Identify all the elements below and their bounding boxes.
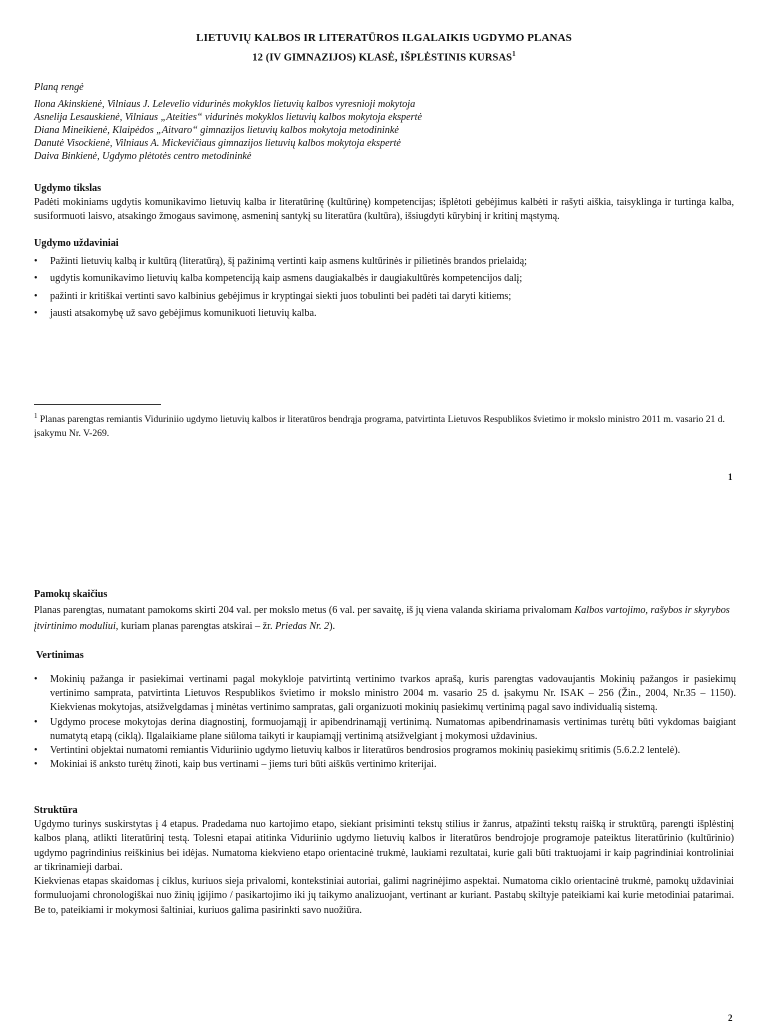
title-line-1: LIETUVIŲ KALBOS IR LITERATŪROS ILGALAIKIS UGDYMO PLANAS	[196, 32, 572, 44]
prepared-by-label: Planą rengė	[34, 82, 84, 93]
document-title	[0, 32, 768, 44]
tasks-heading: Ugdymo uždaviniai	[34, 238, 119, 249]
list-item: • Mokiniai iš anksto turėtų žinoti, kaip bus vertinami – jiems turi būti aiškūs vertinimo kriterijai.	[30, 758, 736, 772]
author-line: Daiva Binkienė, Ugdymo plėtotės centro metodininkė	[34, 151, 252, 163]
assessment-heading: Vertinimas	[36, 650, 84, 661]
page-number: 2	[728, 1013, 733, 1023]
page-1	[0, 0, 768, 505]
page-2	[0, 505, 768, 1024]
footnote-separator	[34, 404, 161, 405]
footnote	[34, 409, 734, 441]
structure-paragraph-2: Kiekvienas etapas skaidomas į ciklus, kuriuos sieja privalomi, kontekstiniai autoriai, galimi nagrinėjimo aspektai. Numatoma ciklo orientacinė trukmė, pamokų uždaviniai formuluojami chronologiškai nuo žinių įgijimo / pasikartojimo iki jų taikymo analizuojant, vertinant ar kuriant. Pastabų skiltyje pateikiami kai kurie metodiniai patarimai. Be to, pateikiami ir mokymosi šaltiniai, kuriuos galima pasirinkti savo nuožiūra.	[34, 876, 734, 916]
structure-heading: Struktūra	[34, 805, 78, 816]
author-line: Ilona Akinskienė, Vilniaus J. Lelevelio vidurinės mokyklos lietuvių kalbos vyresnioji mokytoja	[34, 99, 416, 110]
lessons-text	[34, 603, 740, 635]
list-item: • Pažinti lietuvių kalbą ir kultūrą (literatūrą), šį pažinimą vertinti kaip asmens kultūrinės ir pilietinės brandos prielaidą;	[30, 253, 740, 270]
author-line: Danutė Visockienė, Vilniaus A. Mickevičiaus gimnazijos lietuvių kalbos mokytoja ekspertė	[34, 138, 401, 150]
document-subtitle	[0, 50, 768, 64]
list-item: • pažinti ir kritiškai vertinti savo kalbinius gebėjimus ir kryptingai siekti juos tobulinti bei padėti tai daryti kitiems;	[30, 288, 740, 305]
goal-heading: Ugdymo tikslas	[34, 183, 102, 194]
lessons-text-part: ).	[329, 621, 336, 632]
page-number: 1	[728, 472, 733, 482]
list-item: • ugdytis komunikavimo lietuvių kalba kompetenciją kaip asmens daugiakalbės ir daugiakultūrės kompetencijos dalį;	[30, 270, 740, 287]
appendix-reference: Priedas Nr. 2	[275, 621, 330, 632]
module-name: Kalbos vartojimo, rašybos ir skyrybos įtvirtinimo moduliui	[34, 605, 730, 632]
authors-list	[34, 98, 744, 163]
goal-text: Padėti mokiniams ugdytis komunikavimo lietuvių kalba ir literatūrinę (kultūrinę) kompetencijas; išplėtoti gebėjimus kalbėti ir rašyti aiškia, taisyklinga ir turtinga kalba, susiformuoti laisvo, atsakingo žmogaus savimonę, asmeninį santykį su literatūra (kultūra), išsiugdyti kūrybinį ir kritinį mąstymą.	[34, 197, 734, 223]
list-item: • jausti atsakomybę už savo gebėjimus komunikuoti lietuvių kalba.	[30, 305, 740, 322]
title-footnote-mark: 1	[512, 50, 516, 58]
author-line: Asnelija Lesauskienė, Vilniaus „Ateities“ vidurinės mokyklos lietuvių kalbos mokytoja ekspertė	[34, 112, 422, 124]
author-line: Diana Mineikienė, Klaipėdos „Aitvaro“ gimnazijos lietuvių kalbos mokytoja metodininkė	[34, 125, 399, 137]
list-item: • Ugdymo procese mokytojas derina diagnostinį, formuojamąjį ir apibendrinamąjį vertinimą. Numatomas apibendrinamasis vertinimas turėtų būti vykdomas baigiant numatytą etapą (ciklą). Ilgalaikiame plane siūloma taikyti ir kaupiamąjį vertinimą atsižvelgiant į mokymosi uždavinius.	[30, 716, 736, 744]
lessons-text-part: , kuriam planas parengtas atskirai – žr.	[115, 621, 276, 632]
footnote-text: Planas parengtas remiantis Viduriniio ugdymo lietuvių kalbos ir literatūros bendrąja programa, patvirtinta Lietuvos Respublikos švietimo ir mokslo ministro 2011 m. vasario 21 d. įsakymu Nr. V-269.	[34, 414, 725, 440]
assessment-list	[30, 673, 736, 772]
structure-paragraph-1: Ugdymo turinys suskirstytas į 4 etapus. Pradedama nuo kartojimo etapo, siekiant prisiminti tekstų stilius ir žanrus, atpažinti tekstų raišką ir struktūrą, parengti išplėstinį kalbos planą, atlikti literatūrinį testą. Tolesni etapai atitinka Viduriinio ugdymo lietuvių kalbos ir literatūros bendrojoje programoje pateiktus literatūrinio (kultūrinio) ugdymo pagrindinius reiškinius bei idėjas. Numatoma kiekvieno etapo orientacinė trukmė, laukiami rezultatai, kurie gali būti traktuojami ir kaip pagrindiniai kontroliniai ar tikrinamieji darbai.	[34, 819, 734, 873]
lessons-heading: Pamokų skaičius	[34, 589, 108, 600]
tasks-list	[30, 253, 740, 322]
list-item: • Mokinių pažanga ir pasiekimai vertinami pagal mokykloje patvirtintą vertinimo tvarkos aprašą, kuris parengtas vadovaujantis Mokinių pažangos ir pasiekimų vertinimo samprata, patvirtinta Lietuvos Respublikos švietimo ir mokslo ministro 2004 m. vasario 25 d. įsakymu Nr. ISAK – 256 (Žin., 2004, Nr.35 – 1150). Kiekvienas mokytojas, atsižvelgdamas į minėtas vertinimo sampratas, gali organizuoti mokinių pasiekimų vertinimą pagal savo individualią sistemą.	[30, 673, 736, 716]
footnote-mark: 1	[34, 412, 38, 420]
title-line-2: 12 (IV GIMNAZIJOS) KLASĖ, IŠPLĖSTINIS KURSAS	[252, 52, 513, 64]
lessons-text-part: Planas parengtas, numatant pamokoms skirti 204 val. per mokslo metus (6 val. per savaitę, iš jų viena valanda skiriama privalomam	[34, 605, 575, 616]
list-item: • Vertintini objektai numatomi remiantis Viduriinio ugdymo lietuvių kalbos ir literatūros bendrosios programos mokinių pasiekimų sritimis (5.6.2.2 lentelė).	[30, 744, 736, 758]
